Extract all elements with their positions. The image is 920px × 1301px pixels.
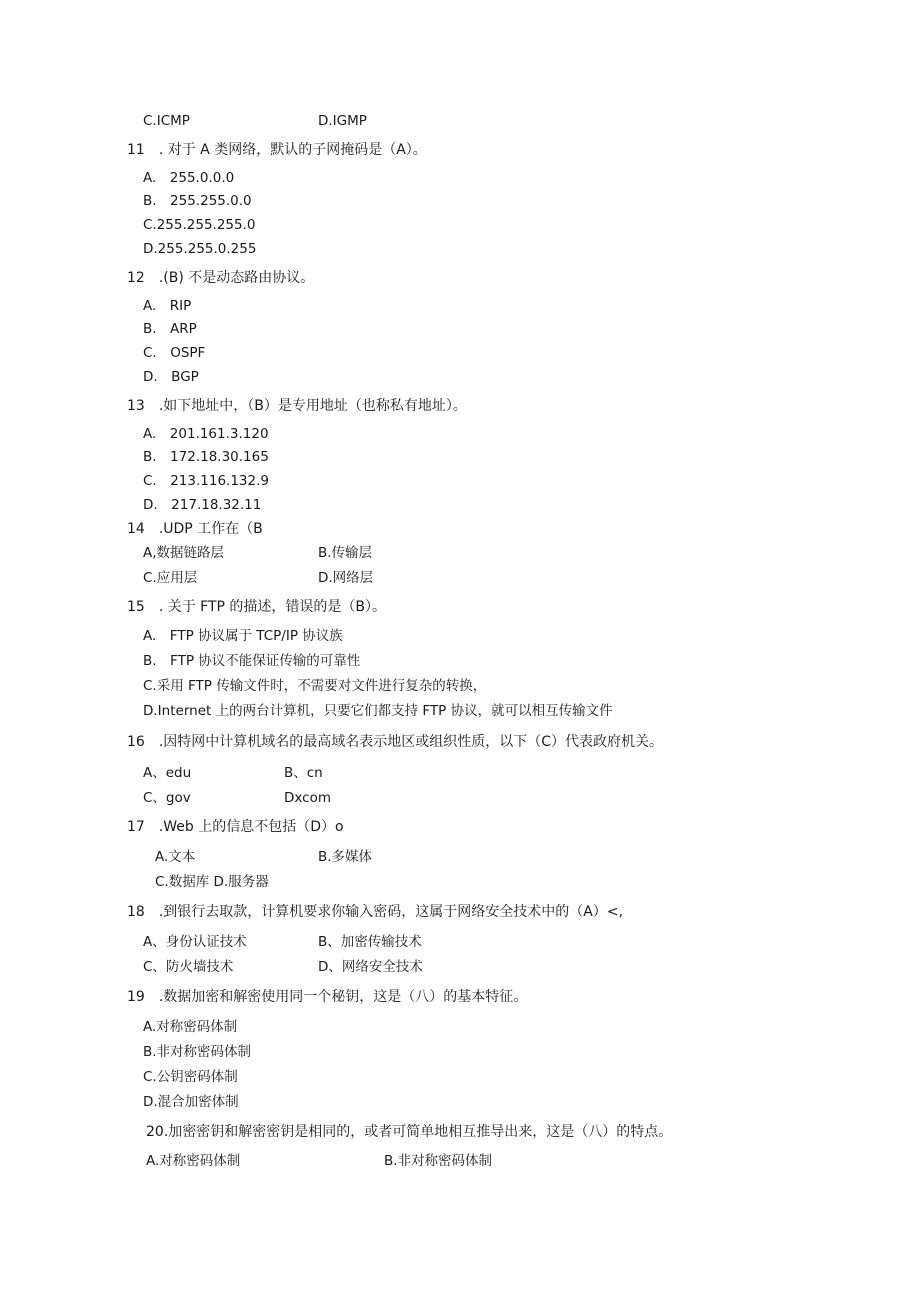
question-14-option-a: A,数据链路层: [143, 545, 225, 561]
question-13-option-d: D. 217.18.32.11: [143, 497, 262, 513]
question-20-stem: 20.加密密钥和解密密钥是相同的，或者可简单地相互推导出来，这是（八）的特点。: [146, 1124, 673, 1140]
question-14-option-d: D.网络层: [318, 570, 374, 586]
question-19-option-a: A.对称密码体制: [143, 1019, 238, 1035]
question-17-option-b: B.多媒体: [318, 849, 373, 865]
question-13-option-a: A. 201.161.3.120: [143, 426, 269, 442]
question-18-option-a: A、身份认证技术: [143, 934, 247, 950]
question-16-option-d: Dxcom: [284, 790, 331, 806]
question-13-stem: 13 .如下地址中，（B）是专用地址（也称私有地址）。: [127, 398, 467, 414]
question-14-option-c: C.应用层: [143, 570, 198, 586]
question-15-option-b: B. FTP 协议不能保证传输的可靠性: [143, 653, 361, 669]
question-18-stem: 18 .到银行去取款，计算机要求你输入密码，这属于网络安全技术中的（A）<,: [127, 904, 624, 920]
question-12-option-c: C. OSPF: [143, 345, 206, 361]
question-11-option-a: A. 255.0.0.0: [143, 170, 235, 186]
question-18-option-c: C、防火墙技术: [143, 959, 234, 975]
question-12-option-d: D. BGP: [143, 369, 199, 385]
question-11-option-c: C.255.255.255.0: [143, 217, 256, 233]
question-19-stem: 19 .数据加密和解密使用同一个秘钥，这是（八）的基本特征。: [127, 989, 528, 1005]
question-19-option-b: B.非对称密码体制: [143, 1044, 252, 1060]
question-16-stem: 16 .因特网中计算机域名的最高域名表示地区或组织性质，以下（C）代表政府机关。: [127, 734, 664, 750]
question-15-option-d: D.Internet 上的两台计算机，只要它们都支持 FTP 协议，就可以相互传输文件: [143, 703, 613, 719]
question-20-option-a: A.对称密码体制: [146, 1153, 241, 1169]
question-18-option-b: B、加密传输技术: [318, 934, 422, 950]
question-12-option-b: B. ARP: [143, 321, 197, 337]
question-19-option-d: D.混合加密体制: [143, 1094, 239, 1110]
question-11-stem: 11 . 对于 A 类网络，默认的子网掩码是（A）。: [127, 142, 427, 158]
question-17-option-a: A.文本: [155, 849, 196, 865]
question-15-option-a: A. FTP 协议属于 TCP/IP 协议族: [143, 628, 343, 644]
prev-option-d: D.IGMP: [318, 113, 367, 129]
question-16-option-b: B、cn: [284, 765, 323, 781]
question-20-option-b: B.非对称密码体制: [384, 1153, 493, 1169]
question-19-option-c: C.公钥密码体制: [143, 1069, 238, 1085]
question-16-option-c: C、gov: [143, 790, 191, 806]
question-12-option-a: A. RIP: [143, 298, 192, 314]
question-15-stem: 15 . 关于 FTP 的描述，错误的是（B）。: [127, 599, 387, 615]
question-12-stem: 12 .(B) 不是动态路由协议。: [127, 270, 315, 286]
question-18-option-d: D、网络安全技术: [318, 959, 423, 975]
question-11-option-d: D.255.255.0.255: [143, 241, 257, 257]
prev-option-c: C.ICMP: [143, 113, 190, 129]
question-16-option-a: A、edu: [143, 765, 192, 781]
question-15-option-c: C.采用 FTP 传输文件时，不需要对文件进行复杂的转换，: [143, 678, 487, 694]
question-17-option-cd: C.数据库 D.服务器: [155, 874, 269, 890]
question-11-option-b: B. 255.255.0.0: [143, 193, 252, 209]
question-14-stem: 14 .UDP 工作在（B: [127, 521, 263, 537]
question-17-stem: 17 .Web 上的信息不包括（D）o: [127, 819, 344, 835]
question-14-option-b: B.传输层: [318, 545, 373, 561]
question-13-option-c: C. 213.116.132.9: [143, 473, 269, 489]
question-13-option-b: B. 172.18.30.165: [143, 449, 269, 465]
